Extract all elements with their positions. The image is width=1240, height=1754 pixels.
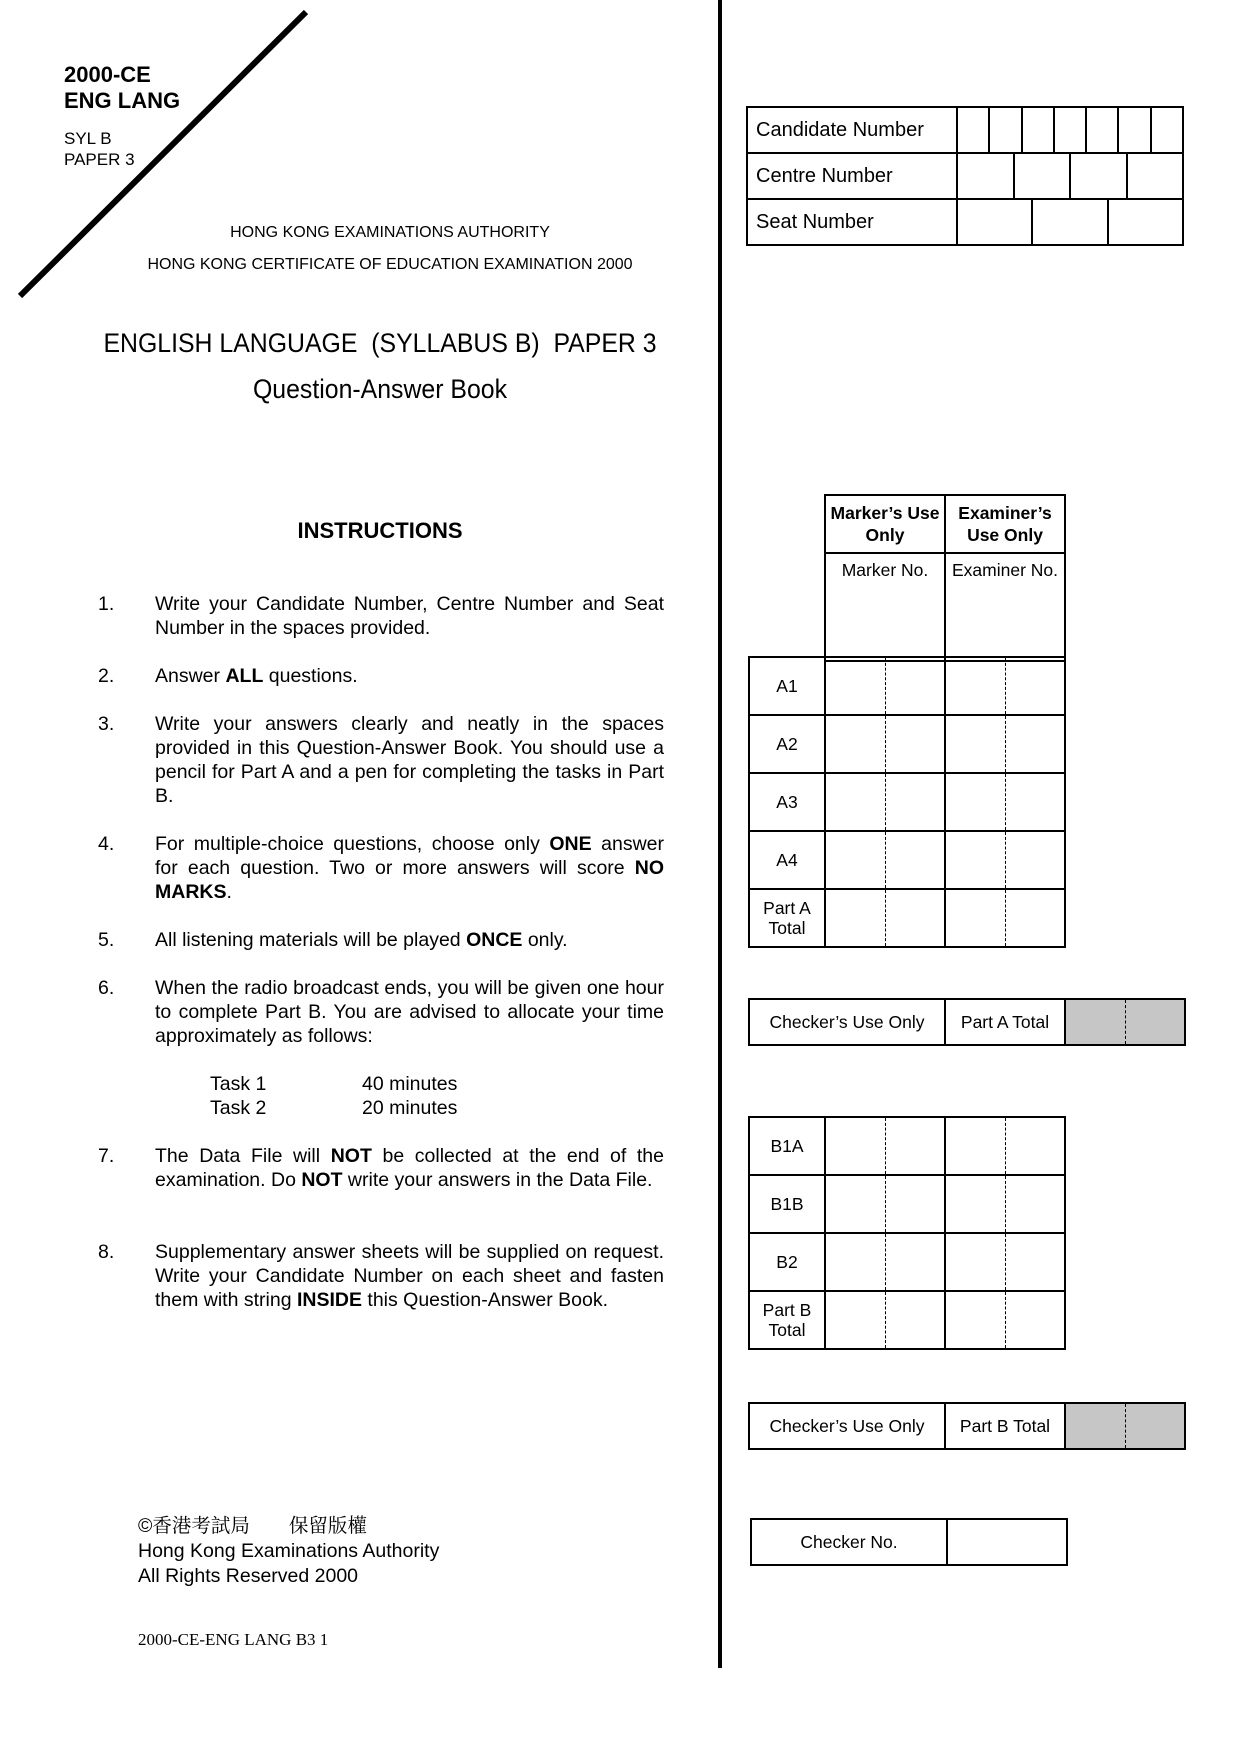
copyright: ©香港考試局 保留版權 Hong Kong Examinations Authority All Rights Reserved 2000: [138, 1515, 440, 1587]
row-label: A1: [749, 657, 825, 715]
marker-mark-cell[interactable]: [825, 657, 945, 715]
page-title: ENGLISH LANGUAGE (SYLLABUS B) PAPER 3: [103, 328, 657, 358]
task-row: Task 2: [210, 1097, 267, 1119]
centre-number-label: Centre Number: [747, 153, 957, 199]
row-label: B1B: [749, 1175, 825, 1233]
part-a-marks: [748, 656, 1066, 948]
examiner-total-cell[interactable]: [945, 889, 1065, 947]
task-row: Task 1: [210, 1073, 267, 1095]
marker-mark-cell[interactable]: [825, 831, 945, 889]
seat-number-boxes[interactable]: [957, 199, 1183, 245]
marker-use-heading: Marker’s Use Only: [825, 495, 945, 553]
exam-name: HONG KONG CERTIFICATE OF EDUCATION EXAMINATION 2000: [147, 256, 633, 273]
checker-use-label: Checker’s Use Only: [749, 1403, 945, 1449]
candidate-number-label: Candidate Number: [747, 107, 957, 153]
part-a-total-label: Part A Total: [749, 889, 825, 947]
checker-no-field[interactable]: [947, 1519, 1067, 1565]
instruction-item: 4. For multiple-choice questions, choose only ONE answer for each question. Two or more answers will score NO MARKS.: [98, 833, 665, 903]
part-b-total-label: Part B Total: [749, 1291, 825, 1349]
row-label: A3: [749, 773, 825, 831]
instruction-item: 1. Write your Candidate Number, Centre Number and Seat Number in the spaces provided.: [98, 593, 664, 639]
examiner-mark-cell[interactable]: [945, 773, 1065, 831]
examiner-total-cell[interactable]: [945, 1291, 1065, 1349]
row-label: A4: [749, 831, 825, 889]
checker-part-b: [748, 1402, 1186, 1450]
paper-code: 2000-CE ENG LANG: [64, 62, 181, 113]
column-divider: [718, 0, 722, 1668]
marker-mark-cell[interactable]: [825, 1233, 945, 1291]
marker-mark-cell[interactable]: [825, 773, 945, 831]
marker-mark-cell[interactable]: [825, 1117, 945, 1175]
task-time: 40 minutes: [362, 1073, 458, 1095]
examiner-mark-cell[interactable]: [945, 1175, 1065, 1233]
examiner-mark-cell[interactable]: [945, 831, 1065, 889]
checker-no-label: Checker No.: [751, 1519, 947, 1565]
row-label: B1A: [749, 1117, 825, 1175]
checker-no-table: [750, 1518, 1068, 1566]
examiner-no-field[interactable]: Examiner No.: [945, 553, 1065, 661]
instruction-item: 8. Supplementary answer sheets will be supplied on request. Write your Candidate Number on each sheet and fasten them with string INSIDE this Question-Answer Book.: [98, 1241, 664, 1311]
marker-mark-cell[interactable]: [825, 1175, 945, 1233]
marker-total-cell[interactable]: [825, 889, 945, 947]
instruction-item: 7. The Data File will NOT be collected at the end of the examination. Do NOT write your answers in the Data File.: [98, 1145, 664, 1191]
checker-use-label: Checker’s Use Only: [749, 999, 945, 1045]
task-time: 20 minutes: [362, 1097, 458, 1119]
instruction-item: 6. When the radio broadcast ends, you will be given one hour to complete Part B. You are advised to allocate your time approximately as follows:: [98, 977, 664, 1047]
examiner-mark-cell[interactable]: [945, 657, 1065, 715]
candidate-number-boxes[interactable]: [957, 107, 1183, 153]
marker-no-field[interactable]: Marker No.: [825, 553, 945, 661]
row-label: B2: [749, 1233, 825, 1291]
instruction-item: 3. Write your answers clearly and neatly in the spaces provided in this Question-Answer Book. You should use a pencil for Part A and a pen for completing the tasks in Part B.: [98, 713, 664, 807]
seat-number-label: Seat Number: [747, 199, 957, 245]
marker-total-cell[interactable]: [825, 1291, 945, 1349]
examiner-mark-cell[interactable]: [945, 1233, 1065, 1291]
candidate-id-table: [746, 106, 1184, 246]
centre-number-boxes[interactable]: [957, 153, 1183, 199]
paper-sub: SYL B PAPER 3: [64, 129, 135, 169]
checker-part-a-total-cell[interactable]: [1065, 999, 1185, 1045]
marking-header: [824, 494, 1066, 662]
part-b-marks: [748, 1116, 1066, 1350]
checker-part-b-total-cell[interactable]: [1065, 1403, 1185, 1449]
checker-part-a: [748, 998, 1186, 1046]
examiner-mark-cell[interactable]: [945, 1117, 1065, 1175]
page-footer: 2000-CE-ENG LANG B3 1: [138, 1630, 329, 1649]
instruction-item: 5. All listening materials will be played ONCE only.: [98, 929, 568, 951]
instruction-item: 2. Answer ALL questions.: [98, 665, 358, 687]
examiner-use-heading: Examiner’s Use Only: [945, 495, 1065, 553]
marker-mark-cell[interactable]: [825, 715, 945, 773]
page-subtitle: Question-Answer Book: [252, 374, 508, 404]
row-label: A2: [749, 715, 825, 773]
part-a-total-caption: Part A Total: [945, 999, 1065, 1045]
authority: HONG KONG EXAMINATIONS AUTHORITY: [230, 224, 550, 241]
instructions-heading: INSTRUCTIONS: [297, 518, 463, 543]
part-b-total-caption: Part B Total: [945, 1403, 1065, 1449]
examiner-mark-cell[interactable]: [945, 715, 1065, 773]
